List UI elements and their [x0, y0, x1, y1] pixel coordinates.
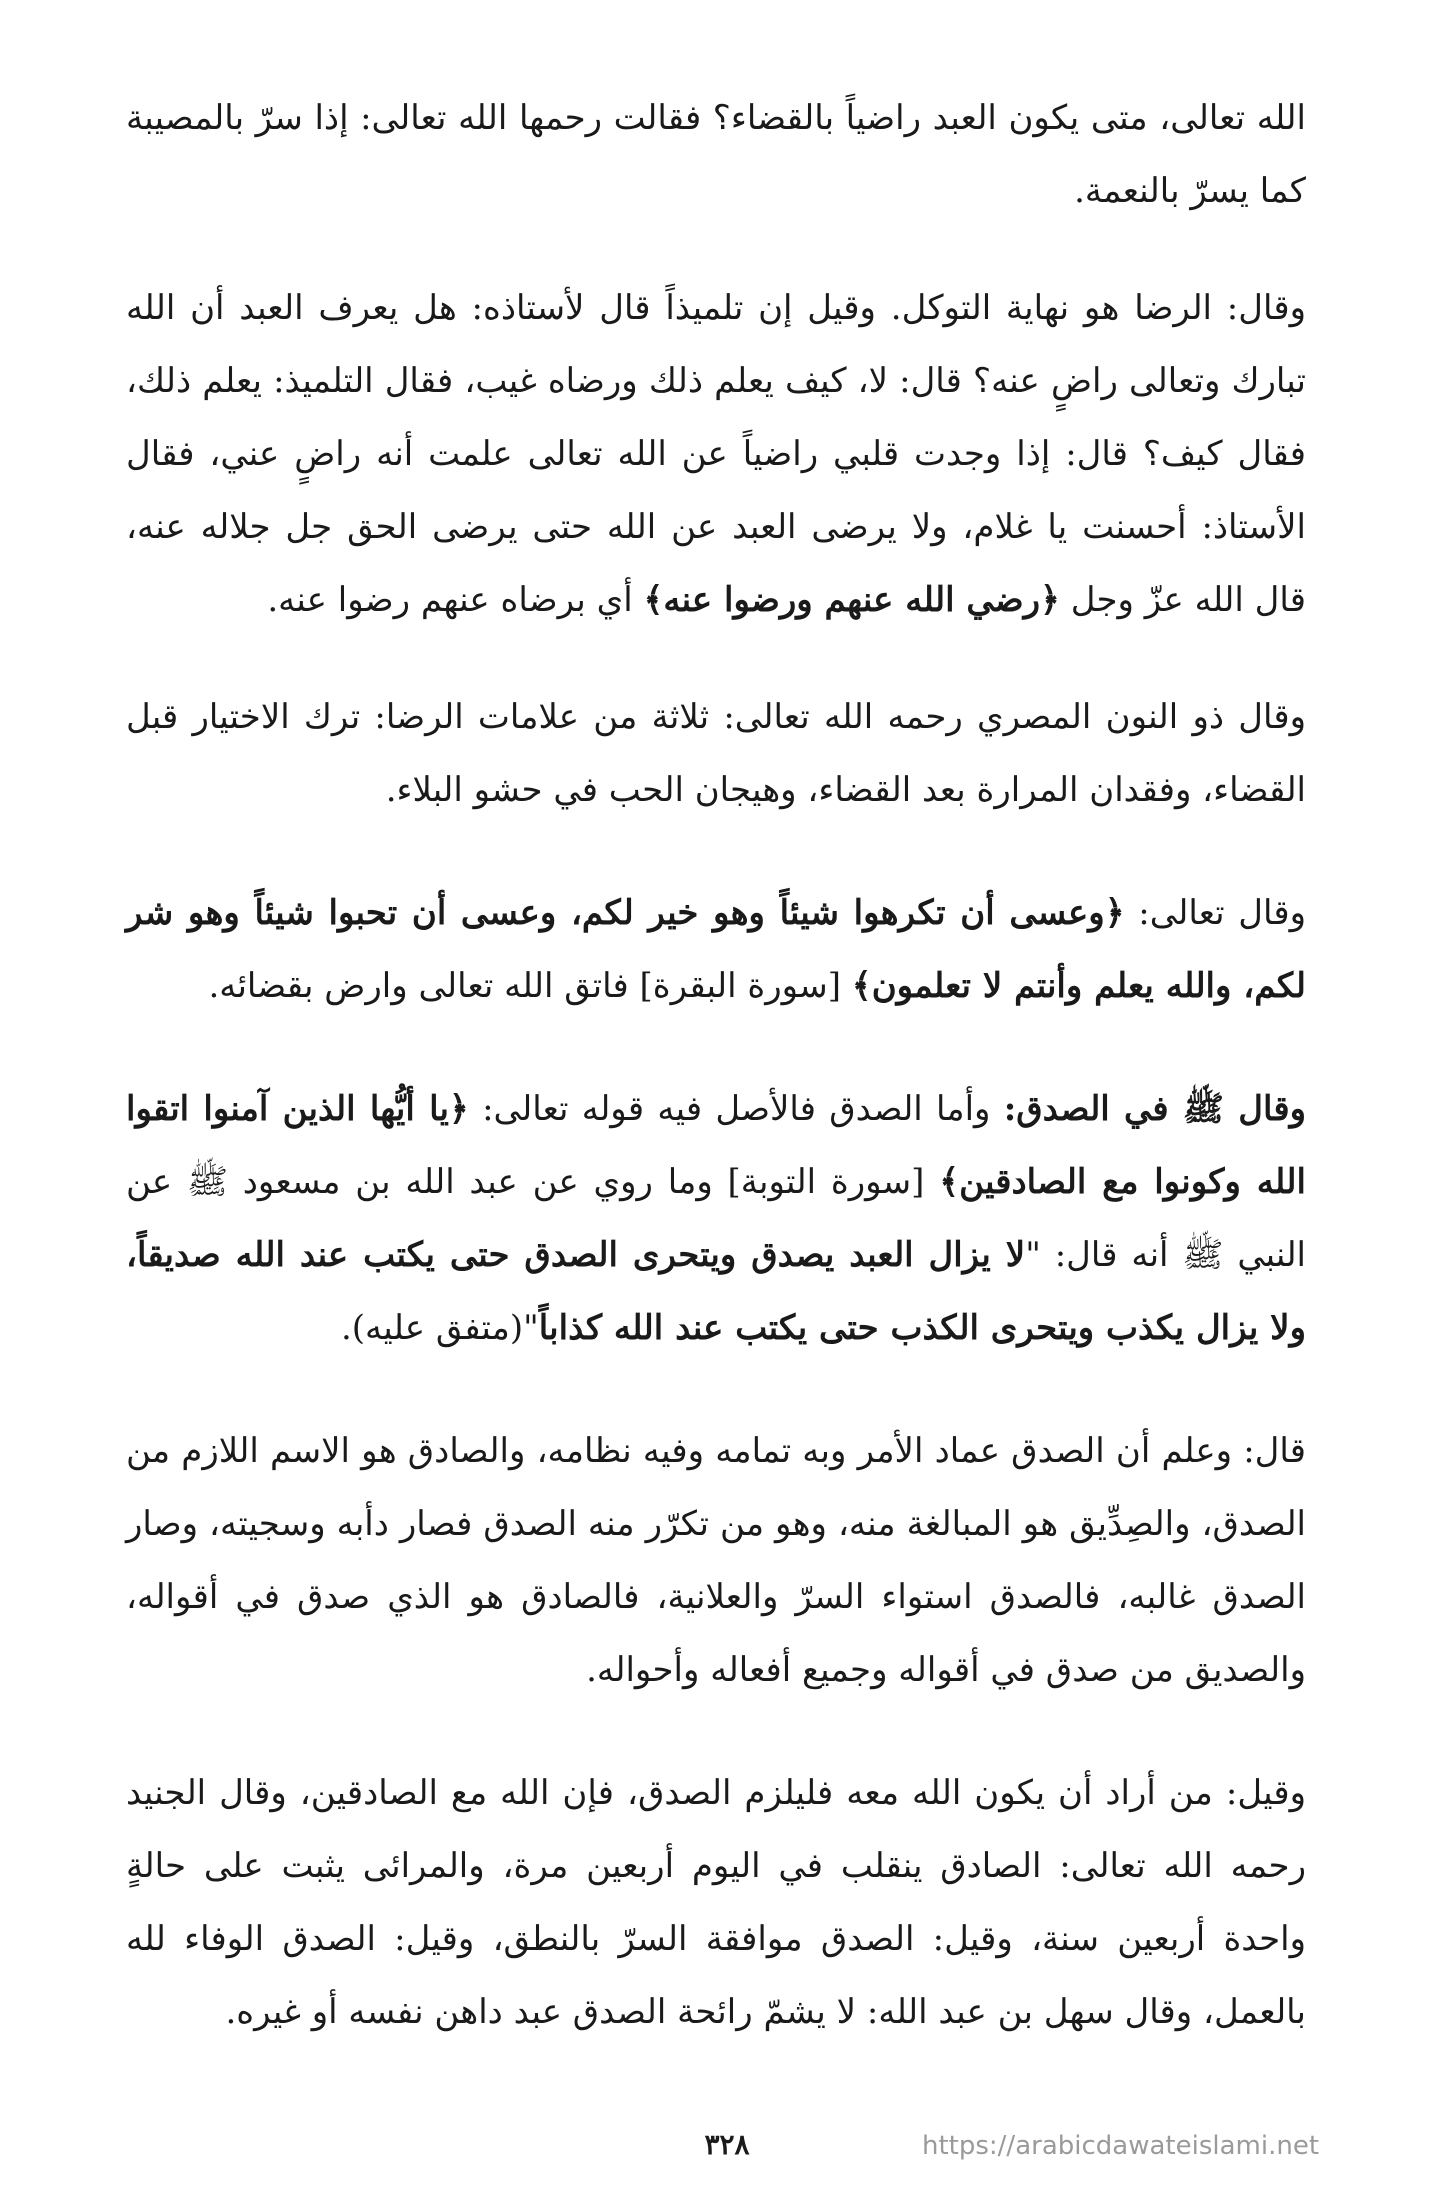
quran-verse: ﴿وعسى أن تكرهوا شيئاً وهو خير لكم، وعسى أن تحبوا شيئاً وهو شر لكم، والله يعلم وأنتم لا تعلمون﴾	[126, 893, 1306, 1006]
paragraph-4-text: وقال تعالى:	[1124, 893, 1306, 933]
paragraph-6	[126, 1415, 1306, 1707]
paragraph-4	[126, 877, 1306, 1023]
paragraph-7-text: وقيل: من أراد أن يكون الله معه فليلزم الصدق، فإن الله مع الصادقين، وقال الجنيد رحمه الله تعالى: الصادق ينقلب في اليوم أربعين مرة، والمرائى يثبت على حالةٍ واحدة أربعين سنة، وقيل: الصدق موافقة السرّ بالنطق، وقيل: الصدق الوفاء لله بالعمل، وقال سهل بن عبد الله: لا يشمّ رائحة الصدق عبد داهن نفسه أو غيره.	[126, 1773, 1306, 2032]
paragraph-1	[126, 82, 1306, 228]
paragraph-5-text-mid: [سورة التوبة] وما روي عن عبد الله بن مسعود ﷺ عن النبي ﷺ أنه قال: "	[126, 1162, 1306, 1275]
paragraph-2	[126, 272, 1306, 637]
paragraph-2-text: وقال: الرضا هو نهاية التوكل. وقيل إن تلميذاً قال لأستاذه: هل يعرف العبد أن الله تبارك وتعالى راضٍ عنه؟ قال: لا، كيف يعلم ذلك ورضاه غيب، فقال التلميذ: يعلم ذلك، فقال كيف؟ قال: إذا وجدت قلبي راضياً عن الله تعالى علمت أنه راضٍ عني، فقال الأستاذ: أحسنت يا غلام، ولا يرضى العبد عن الله حتى يرضى الحق جل جلاله عنه، قال الله عزّ وجل	[126, 288, 1306, 620]
paragraph-1-text: الله تعالى، متى يكون العبد راضياً بالقضاء؟ فقالت رحمها الله تعالى: إذا سرّ بالمصيبة كما يسرّ بالنعمة.	[126, 98, 1306, 211]
paragraph-6-text: قال: وعلم أن الصدق عماد الأمر وبه تمامه وفيه نظامه، والصادق هو الاسم اللازم من الصدق، والصِدِّيق هو المبالغة منه، وهو من تكرّر منه الصدق فصار دأبه وسجيته، وصار الصدق غالبه، فالصدق استواء السرّ والعلانية، فالصادق هو الذي صدق في أقواله، والصديق من صدق في أقواله وجميع أفعاله وأحواله.	[126, 1431, 1306, 1690]
quran-verse: ﴿رضي الله عنهم ورضوا عنه﴾	[643, 580, 1060, 620]
section-heading: وقال ﷺ في الصدق:	[1003, 1089, 1306, 1129]
paragraph-3	[126, 681, 1306, 827]
paragraph-5-text-end: "(متفق عليه).	[340, 1308, 539, 1348]
paragraph-3-text: وقال ذو النون المصري رحمه الله تعالى: ثلاثة من علامات الرضا: ترك الاختيار قبل القضاء، وفقدان المرارة بعد القضاء، وهيجان الحب في حشو البلاء.	[126, 697, 1306, 810]
paragraph-5	[126, 1073, 1306, 1365]
page-body	[126, 82, 1306, 2049]
quran-verse: ﴿يا أيُّها الذين آمنوا اتقوا الله وكونوا مع الصادقين﴾	[126, 1089, 1306, 1202]
hadith-text: لا يزال العبد يصدق ويتحرى الصدق حتى يكتب عند الله صديقاً، ولا يزال يكذب ويتحرى الكذب حتى يكتب عند الله كذاباً	[126, 1235, 1306, 1348]
paragraph-4-text-end: [سورة البقرة] فاتق الله تعالى وارض بقضائه.	[208, 966, 852, 1006]
watermark-url: https://arabicdawateislami.net	[922, 2131, 1320, 2161]
page-number: ٣٢٨	[704, 2128, 750, 2161]
paragraph-2-text-end: أي برضاه عنهم رضوا عنه.	[267, 580, 644, 620]
paragraph-7	[126, 1757, 1306, 2049]
paragraph-5-text: وأما الصدق فالأصل فيه قوله تعالى:	[468, 1089, 1004, 1129]
